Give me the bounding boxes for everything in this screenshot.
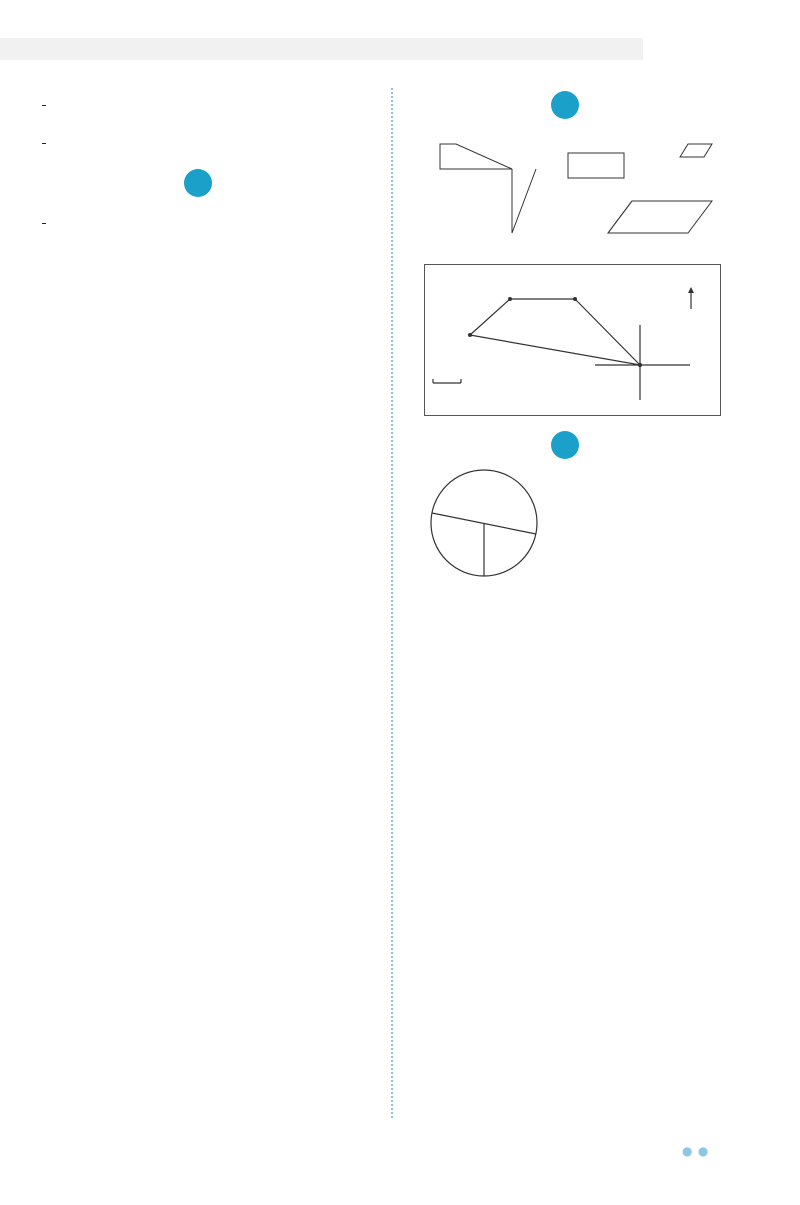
- shape-two-rect: [568, 153, 624, 178]
- column-divider: [391, 88, 393, 1118]
- left-column: [40, 86, 380, 244]
- day-number-badge: [551, 91, 579, 119]
- fraction-line-c: [40, 204, 380, 242]
- header-bar: [0, 38, 643, 60]
- fraction: [42, 223, 46, 224]
- fraction-line-a: [40, 86, 380, 124]
- numerator: [42, 105, 46, 106]
- wheel-figure: [424, 466, 544, 581]
- point-gym: [508, 297, 512, 301]
- fraction: [42, 143, 46, 144]
- right-column: [404, 86, 749, 581]
- shape-one-original: [440, 144, 456, 169]
- fraction-line-b: [40, 124, 380, 162]
- enlarged-edge: [608, 201, 632, 233]
- item-3-row: [404, 260, 749, 416]
- dot-icon: ●: [697, 1144, 709, 1158]
- path-bookstore-to-gym: [470, 299, 510, 335]
- dot-icon: ●: [682, 1144, 693, 1158]
- grid-figure: [424, 128, 744, 258]
- day-27-title: [404, 86, 749, 124]
- north-arrow-head: [688, 287, 694, 293]
- numerator: [42, 223, 46, 224]
- map-figure: [424, 264, 721, 416]
- shape-one-triangle: [440, 144, 512, 169]
- point-start: [638, 363, 642, 367]
- point-bookstore: [468, 333, 472, 337]
- shape-three-enlarged: [608, 201, 712, 233]
- shape-one-rotated: [512, 169, 536, 233]
- day-28-title: [404, 426, 749, 464]
- day-number-badge: [184, 169, 212, 197]
- item-number: [404, 260, 424, 416]
- shape-three-small: [680, 144, 712, 157]
- day-number-badge: [551, 431, 579, 459]
- numerator: [42, 143, 46, 144]
- day-26-title: [40, 164, 380, 202]
- point-hospital: [573, 297, 577, 301]
- fraction: [42, 105, 46, 106]
- page-number: [682, 1140, 708, 1160]
- figure-shapes: [440, 144, 712, 233]
